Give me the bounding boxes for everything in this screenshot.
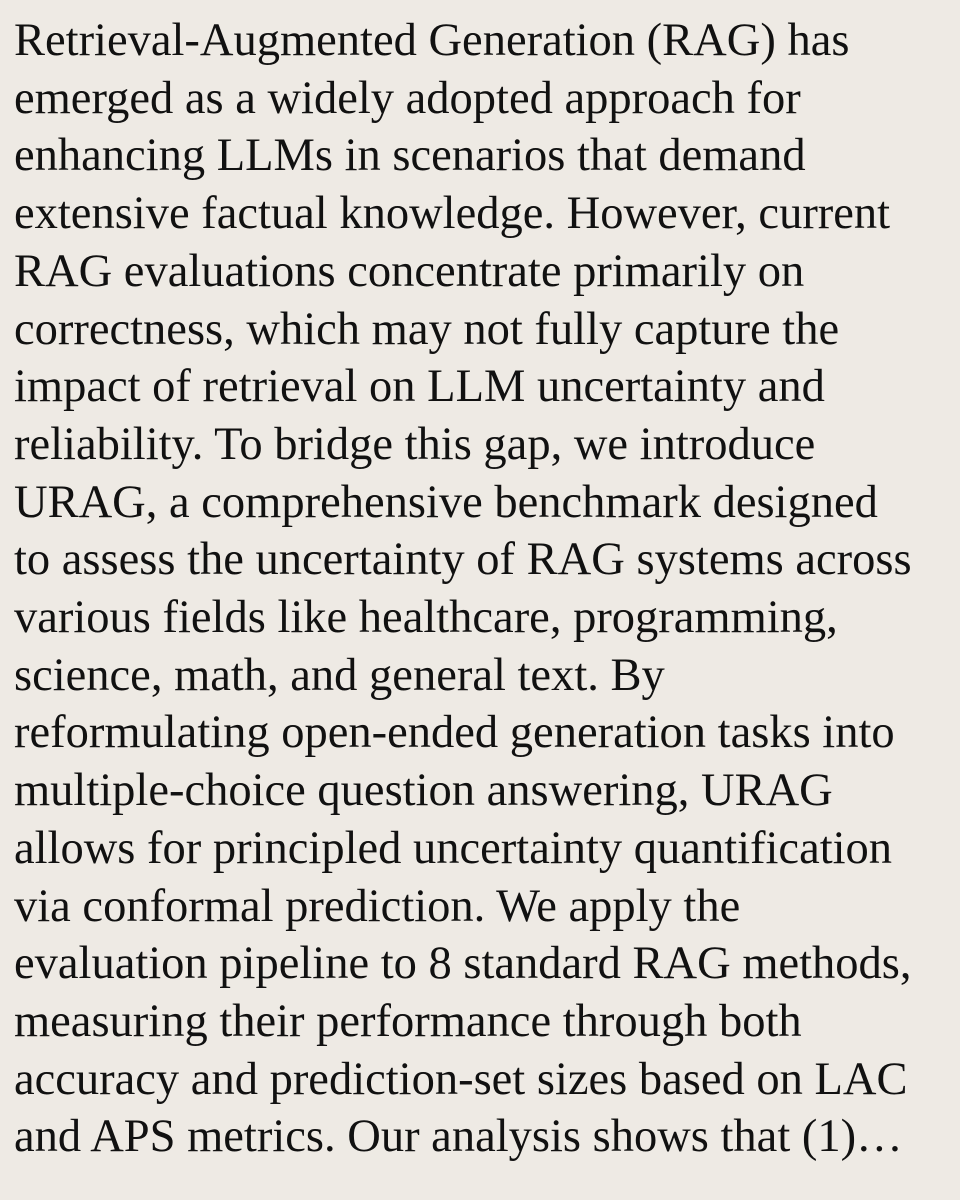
text-line: impact of retrieval on LLM uncertainty and [14,361,825,413]
text-line: URAG, a comprehensive benchmark designed [14,476,878,528]
text-line: measuring their performance through both [14,995,802,1047]
text-line: accuracy and prediction-set sizes based on LAC [14,1053,908,1105]
text-line: enhancing LLMs in scenarios that demand [14,130,806,182]
text-line: Retrieval-Augmented Generation (RAG) has [14,15,850,66]
text-line: extensive factual knowledge. However, current [14,188,891,240]
text-line: evaluation pipeline to 8 standard RAG methods, [14,938,912,990]
text-line: multiple-choice question answering, URAG [14,765,833,817]
abstract-text [14,12,954,1166]
text-line: reliability. To bridge this gap, we introduce [14,418,816,470]
text-line: emerged as a widely adopted approach for [14,72,801,124]
text-line: reformulating open-ended generation tasks into [14,707,895,759]
text-line: RAG evaluations concentrate primarily on [14,245,805,297]
text-line: via conformal prediction. We apply the [14,880,741,932]
text-line: and APS metrics. Our analysis shows that (1)… [14,1111,903,1163]
text-line: to assess the uncertainty of RAG systems across [14,534,912,586]
text-line: correctness, which may not fully capture the [14,303,840,355]
text-line: various fields like healthcare, programming, [14,592,838,644]
text-line: science, math, and general text. By [14,649,665,701]
text-line: allows for principled uncertainty quantification [14,822,893,874]
